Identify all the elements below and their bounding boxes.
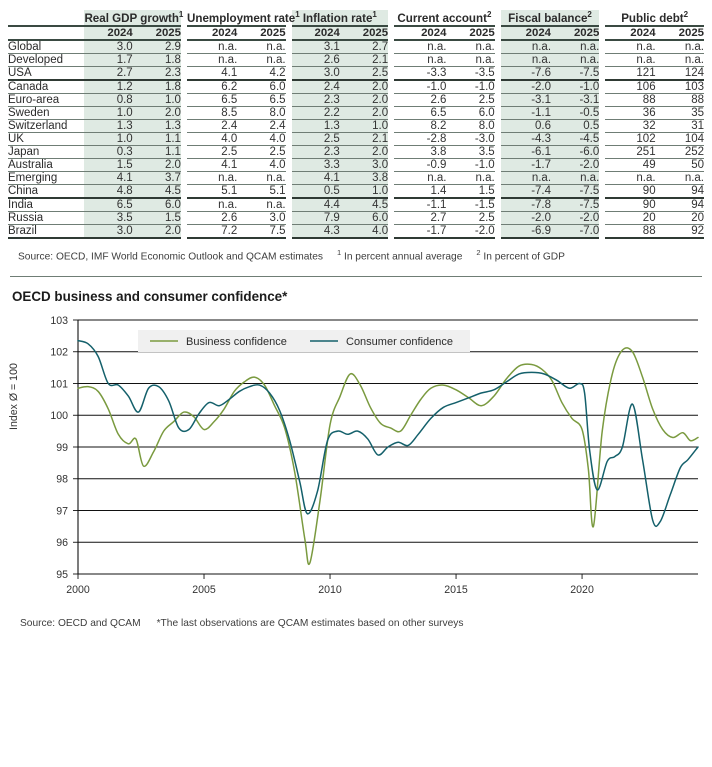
row-label: USA — [8, 66, 84, 80]
year-header: 2024 — [394, 26, 446, 40]
table-cell: -1.7 — [501, 158, 551, 171]
table-cell: 2.4 — [187, 119, 237, 132]
table-cell: n.a. — [187, 198, 237, 212]
table-cell: 124 — [656, 66, 704, 80]
table-cell: 4.1 — [187, 158, 237, 171]
table-cell: n.a. — [605, 40, 655, 54]
table-cell: 94 — [656, 184, 704, 198]
table-row — [8, 40, 704, 54]
row-label: Sweden — [8, 106, 84, 119]
chart-footnotes — [10, 612, 702, 629]
table-cell: 2.5 — [237, 145, 285, 158]
table-cell: -3.5 — [446, 66, 494, 80]
table-cell: 8.2 — [394, 119, 446, 132]
group-header-fiscal-balance: Fiscal balance$^2$ — [501, 10, 600, 26]
table-cell: n.a. — [446, 40, 494, 54]
table-cell: 88 — [605, 224, 655, 238]
table-cell: -1.1 — [394, 198, 446, 212]
table-cell: -7.8 — [501, 198, 551, 212]
table-cell: 5.1 — [237, 184, 285, 198]
table-cell: 251 — [605, 145, 655, 158]
table-cell: 2.1 — [340, 53, 388, 66]
table-cell: 1.0 — [340, 184, 388, 198]
table-cell: 4.0 — [187, 132, 237, 145]
row-label: Japan — [8, 145, 84, 158]
table-cell: -1.0 — [446, 158, 494, 171]
table-cell: 2.5 — [292, 132, 340, 145]
table-cell: 32 — [605, 119, 655, 132]
table-cell: 2.6 — [187, 211, 237, 224]
table-cell: -3.1 — [551, 93, 599, 106]
table-cell: 7.2 — [187, 224, 237, 238]
row-label: India — [8, 198, 84, 212]
chart-title: OECD business and consumer confidence* — [12, 289, 288, 305]
table-cell: -3.1 — [501, 93, 551, 106]
x-tick-label: 2015 — [444, 584, 468, 597]
table-body — [8, 40, 704, 238]
table-cell: n.a. — [551, 171, 599, 184]
table-cell: 20 — [605, 211, 655, 224]
table-footnotes — [8, 239, 704, 262]
table-cell: 1.1 — [133, 145, 181, 158]
legend-label-business: Business confidence — [186, 336, 287, 349]
table-cell: 6.0 — [133, 198, 181, 212]
table-cell: 8.0 — [237, 106, 285, 119]
year-header: 2024 — [84, 26, 132, 40]
table-cell: 2.3 — [292, 93, 340, 106]
table-head — [8, 10, 704, 40]
table-cell: 1.5 — [133, 211, 181, 224]
row-label: Euro-area — [8, 93, 84, 106]
table-row — [8, 132, 704, 145]
table-cell: 4.2 — [237, 66, 285, 80]
table-cell: -3.3 — [394, 66, 446, 80]
table-cell: -3.0 — [446, 132, 494, 145]
table-cell: 3.0 — [84, 40, 132, 54]
table-cell: n.a. — [656, 171, 704, 184]
group-header-inflation: Inflation rate$^1$ — [292, 10, 389, 26]
table-cell: 8.5 — [187, 106, 237, 119]
table-row — [8, 171, 704, 184]
footnote-text-1: In percent annual average — [343, 251, 463, 263]
table-cell: 6.0 — [237, 80, 285, 94]
table-cell: 1.0 — [133, 93, 181, 106]
group-header-unemployment: Unemployment rate$^1$ — [187, 10, 300, 25]
table-cell: -2.8 — [394, 132, 446, 145]
table-row — [8, 119, 704, 132]
table-cell: 2.5 — [446, 211, 494, 224]
x-tick-label: 2020 — [570, 584, 594, 597]
table-cell: 3.8 — [340, 171, 388, 184]
table-row — [8, 211, 704, 224]
row-label: Brazil — [8, 224, 84, 238]
table-cell: 2.7 — [84, 66, 132, 80]
table-cell: -7.4 — [501, 184, 551, 198]
table-cell: n.a. — [446, 171, 494, 184]
table-cell: -7.5 — [551, 184, 599, 198]
table-cell: 50 — [656, 158, 704, 171]
table-cell: 3.3 — [292, 158, 340, 171]
y-tick-label: 102 — [50, 346, 68, 359]
table-row — [8, 106, 704, 119]
table-cell: 104 — [656, 132, 704, 145]
table-cell: -1.7 — [394, 224, 446, 238]
year-header: 2024 — [187, 26, 237, 40]
table-cell: 3.5 — [84, 211, 132, 224]
x-tick-label: 2005 — [192, 584, 216, 597]
table-cell: 31 — [656, 119, 704, 132]
confidence-chart-section — [0, 277, 712, 629]
table-cell: -7.6 — [501, 66, 551, 80]
table-cell: n.a. — [237, 171, 285, 184]
table-cell: n.a. — [501, 53, 551, 66]
table-cell: 2.5 — [446, 93, 494, 106]
table-cell: -1.0 — [446, 80, 494, 94]
table-cell: 3.0 — [340, 158, 388, 171]
table-cell: -7.5 — [551, 66, 599, 80]
table-cell: n.a. — [551, 53, 599, 66]
row-label: Emerging — [8, 171, 84, 184]
group-header-public-debt: Public debt$^2$ — [605, 10, 704, 26]
table-cell: 2.2 — [292, 106, 340, 119]
table-cell: 2.0 — [340, 106, 388, 119]
table-cell: 2.0 — [133, 224, 181, 238]
table-cell: 6.5 — [187, 93, 237, 106]
y-tick-label: 103 — [50, 315, 68, 328]
table-cell: 2.4 — [292, 80, 340, 94]
table-cell: 2.6 — [292, 53, 340, 66]
table-cell: -4.3 — [501, 132, 551, 145]
year-header: 2025 — [656, 26, 704, 40]
x-tick-label: 2000 — [66, 584, 90, 597]
table-cell: 94 — [656, 198, 704, 212]
table-cell: 7.9 — [292, 211, 340, 224]
year-header: 2025 — [133, 26, 181, 40]
table-cell: 1.2 — [84, 80, 132, 94]
table-cell: n.a. — [394, 171, 446, 184]
table-cell: 0.6 — [501, 119, 551, 132]
table-row — [8, 80, 704, 94]
table-cell: -1.0 — [551, 80, 599, 94]
table-row — [8, 93, 704, 106]
year-header: 2024 — [292, 26, 340, 40]
series-line-consumer — [78, 341, 698, 527]
table-cell: 121 — [605, 66, 655, 80]
chart-plot-area — [10, 312, 702, 612]
chart-source: Source: OECD and QCAM — [20, 618, 141, 630]
table-cell: -1.1 — [501, 106, 551, 119]
table-cell: 1.5 — [84, 158, 132, 171]
table-row — [8, 184, 704, 198]
table-row — [8, 53, 704, 66]
table-cell: 88 — [656, 93, 704, 106]
table-cell: 2.5 — [340, 66, 388, 80]
group-header-gdp: Real GDP growth$^1$ — [84, 10, 184, 25]
year-header: 2025 — [446, 26, 494, 40]
table-cell: 3.0 — [84, 224, 132, 238]
table-cell: 103 — [656, 80, 704, 94]
row-label: Global — [8, 40, 84, 54]
table-cell: -1.0 — [394, 80, 446, 94]
table-cell: 8.0 — [446, 119, 494, 132]
table-cell: 1.3 — [84, 119, 132, 132]
table-cell: 4.5 — [133, 184, 181, 198]
year-header: 2025 — [340, 26, 388, 40]
table-cell: 1.5 — [446, 184, 494, 198]
footnote-marker-2: 2 — [476, 247, 481, 257]
table-cell: n.a. — [551, 40, 599, 54]
table-cell: -7.5 — [551, 198, 599, 212]
y-tick-label: 101 — [50, 378, 68, 391]
table-cell: 1.8 — [133, 53, 181, 66]
table-cell: n.a. — [656, 53, 704, 66]
y-axis-label: Index Ø = 100 — [8, 363, 20, 431]
table-cell: 252 — [656, 145, 704, 158]
table-cell: 4.1 — [292, 171, 340, 184]
group-header-current-account: Current account$^2$ — [394, 10, 495, 26]
table-row — [8, 198, 704, 212]
table-cell: n.a. — [237, 40, 285, 54]
table-cell: 6.5 — [237, 93, 285, 106]
table-cell: -2.0 — [501, 80, 551, 94]
table-cell: -2.0 — [446, 224, 494, 238]
table-cell: 4.0 — [237, 132, 285, 145]
table-cell: n.a. — [187, 53, 237, 66]
table-cell: 4.1 — [187, 66, 237, 80]
chart-star-note: *The last observations are QCAM estimates based on other surveys — [156, 618, 464, 630]
table-cell: 2.6 — [394, 93, 446, 106]
table-cell: 3.0 — [237, 211, 285, 224]
table-cell: 102 — [605, 132, 655, 145]
table-cell: n.a. — [187, 171, 237, 184]
table-cell: 35 — [656, 106, 704, 119]
table-cell: 4.4 — [292, 198, 340, 212]
table-cell: n.a. — [656, 40, 704, 54]
table-cell: 3.8 — [394, 145, 446, 158]
table-cell: 0.5 — [292, 184, 340, 198]
table-cell: n.a. — [237, 53, 285, 66]
table-cell: 2.9 — [133, 40, 181, 54]
table-cell: -2.0 — [551, 158, 599, 171]
table-cell: 6.5 — [84, 198, 132, 212]
table-cell: 4.5 — [340, 198, 388, 212]
table-cell: n.a. — [237, 198, 285, 212]
row-label: Switzerland — [8, 119, 84, 132]
table-cell: 49 — [605, 158, 655, 171]
table-cell: 20 — [656, 211, 704, 224]
table-cell: 2.0 — [340, 145, 388, 158]
y-tick-label: 96 — [56, 537, 68, 550]
table-cell: 0.5 — [551, 119, 599, 132]
table-cell: 3.1 — [292, 40, 340, 54]
table-cell: 4.1 — [84, 171, 132, 184]
row-label: China — [8, 184, 84, 198]
line-chart — [10, 312, 702, 612]
group-header-row — [8, 10, 704, 26]
table-source: Source: OECD, IMF World Economic Outlook and QCAM estimates — [18, 251, 323, 263]
table-cell: 2.0 — [340, 93, 388, 106]
row-label-header — [8, 10, 84, 26]
table-cell: -6.9 — [501, 224, 551, 238]
y-tick-label: 100 — [50, 410, 68, 423]
year-header: 2024 — [501, 26, 551, 40]
y-tick-label: 98 — [56, 473, 68, 486]
year-header: 2025 — [237, 26, 285, 40]
table-cell: 1.3 — [292, 119, 340, 132]
table-cell: 92 — [656, 224, 704, 238]
row-label: Australia — [8, 158, 84, 171]
row-label: Developed — [8, 53, 84, 66]
table-cell: 2.3 — [292, 145, 340, 158]
table-cell: 4.0 — [340, 224, 388, 238]
table-cell: 90 — [605, 198, 655, 212]
forecast-table — [8, 10, 704, 239]
row-label: Russia — [8, 211, 84, 224]
y-tick-label: 99 — [56, 442, 68, 455]
table-cell: 3.7 — [133, 171, 181, 184]
table-cell: n.a. — [394, 40, 446, 54]
table-cell: 6.5 — [394, 106, 446, 119]
table-row — [8, 66, 704, 80]
table-cell: -2.0 — [501, 211, 551, 224]
table-cell: 2.0 — [340, 80, 388, 94]
table-row — [8, 158, 704, 171]
table-cell: 1.3 — [133, 119, 181, 132]
footnote-text-2: In percent of GDP — [483, 251, 565, 263]
table-cell: 88 — [605, 93, 655, 106]
table-cell: 0.3 — [84, 145, 132, 158]
year-header: 2024 — [605, 26, 655, 40]
table-cell: -0.9 — [394, 158, 446, 171]
table-cell: 2.7 — [394, 211, 446, 224]
row-label-header-2 — [8, 26, 84, 40]
table-cell: 6.0 — [446, 106, 494, 119]
table-cell: n.a. — [501, 40, 551, 54]
table-cell: 2.4 — [237, 119, 285, 132]
table-cell: n.a. — [605, 171, 655, 184]
table-cell: 2.0 — [133, 106, 181, 119]
footnote-marker-1: 1 — [336, 247, 342, 257]
row-label: UK — [8, 132, 84, 145]
table-cell: -7.0 — [551, 224, 599, 238]
table-cell: 3.0 — [292, 66, 340, 80]
table-cell: 0.8 — [84, 93, 132, 106]
row-label: Canada — [8, 80, 84, 94]
y-tick-label: 97 — [56, 505, 68, 518]
table-cell: 3.5 — [446, 145, 494, 158]
table-cell: 2.5 — [187, 145, 237, 158]
table-cell: n.a. — [501, 171, 551, 184]
table-cell: 1.4 — [394, 184, 446, 198]
table-cell: n.a. — [446, 53, 494, 66]
table-row — [8, 145, 704, 158]
table-cell: -1.5 — [446, 198, 494, 212]
table-cell: 6.2 — [187, 80, 237, 94]
table-cell: 5.1 — [187, 184, 237, 198]
table-cell: 1.7 — [84, 53, 132, 66]
table-cell: 2.0 — [133, 158, 181, 171]
table-cell: 2.1 — [340, 132, 388, 145]
table-cell: 90 — [605, 184, 655, 198]
table-cell: 1.1 — [133, 132, 181, 145]
table-cell: -6.1 — [501, 145, 551, 158]
table-cell: 36 — [605, 106, 655, 119]
table-row — [8, 224, 704, 238]
year-header: 2025 — [551, 26, 599, 40]
table-cell: 1.0 — [340, 119, 388, 132]
table-cell: 2.3 — [133, 66, 181, 80]
table-cell: -0.5 — [551, 106, 599, 119]
table-cell: -6.0 — [551, 145, 599, 158]
table-cell: n.a. — [394, 53, 446, 66]
table-cell: 4.3 — [292, 224, 340, 238]
x-tick-label: 2010 — [318, 584, 342, 597]
table-cell: 1.0 — [84, 132, 132, 145]
table-cell: 1.0 — [84, 106, 132, 119]
legend-label-consumer: Consumer confidence — [346, 336, 454, 349]
table-cell: -2.0 — [551, 211, 599, 224]
table-cell: -4.5 — [551, 132, 599, 145]
table-cell: n.a. — [605, 53, 655, 66]
table-cell: 4.0 — [237, 158, 285, 171]
series-line-business — [78, 348, 698, 565]
table-cell: n.a. — [187, 40, 237, 54]
y-tick-label: 95 — [56, 569, 68, 582]
table-cell: 106 — [605, 80, 655, 94]
table-cell: 6.0 — [340, 211, 388, 224]
table-cell: 7.5 — [237, 224, 285, 238]
table-cell: 2.7 — [340, 40, 388, 54]
table-cell: 1.8 — [133, 80, 181, 94]
forecast-table-section — [0, 0, 712, 262]
table-cell: 4.8 — [84, 184, 132, 198]
year-header-row — [8, 26, 704, 40]
